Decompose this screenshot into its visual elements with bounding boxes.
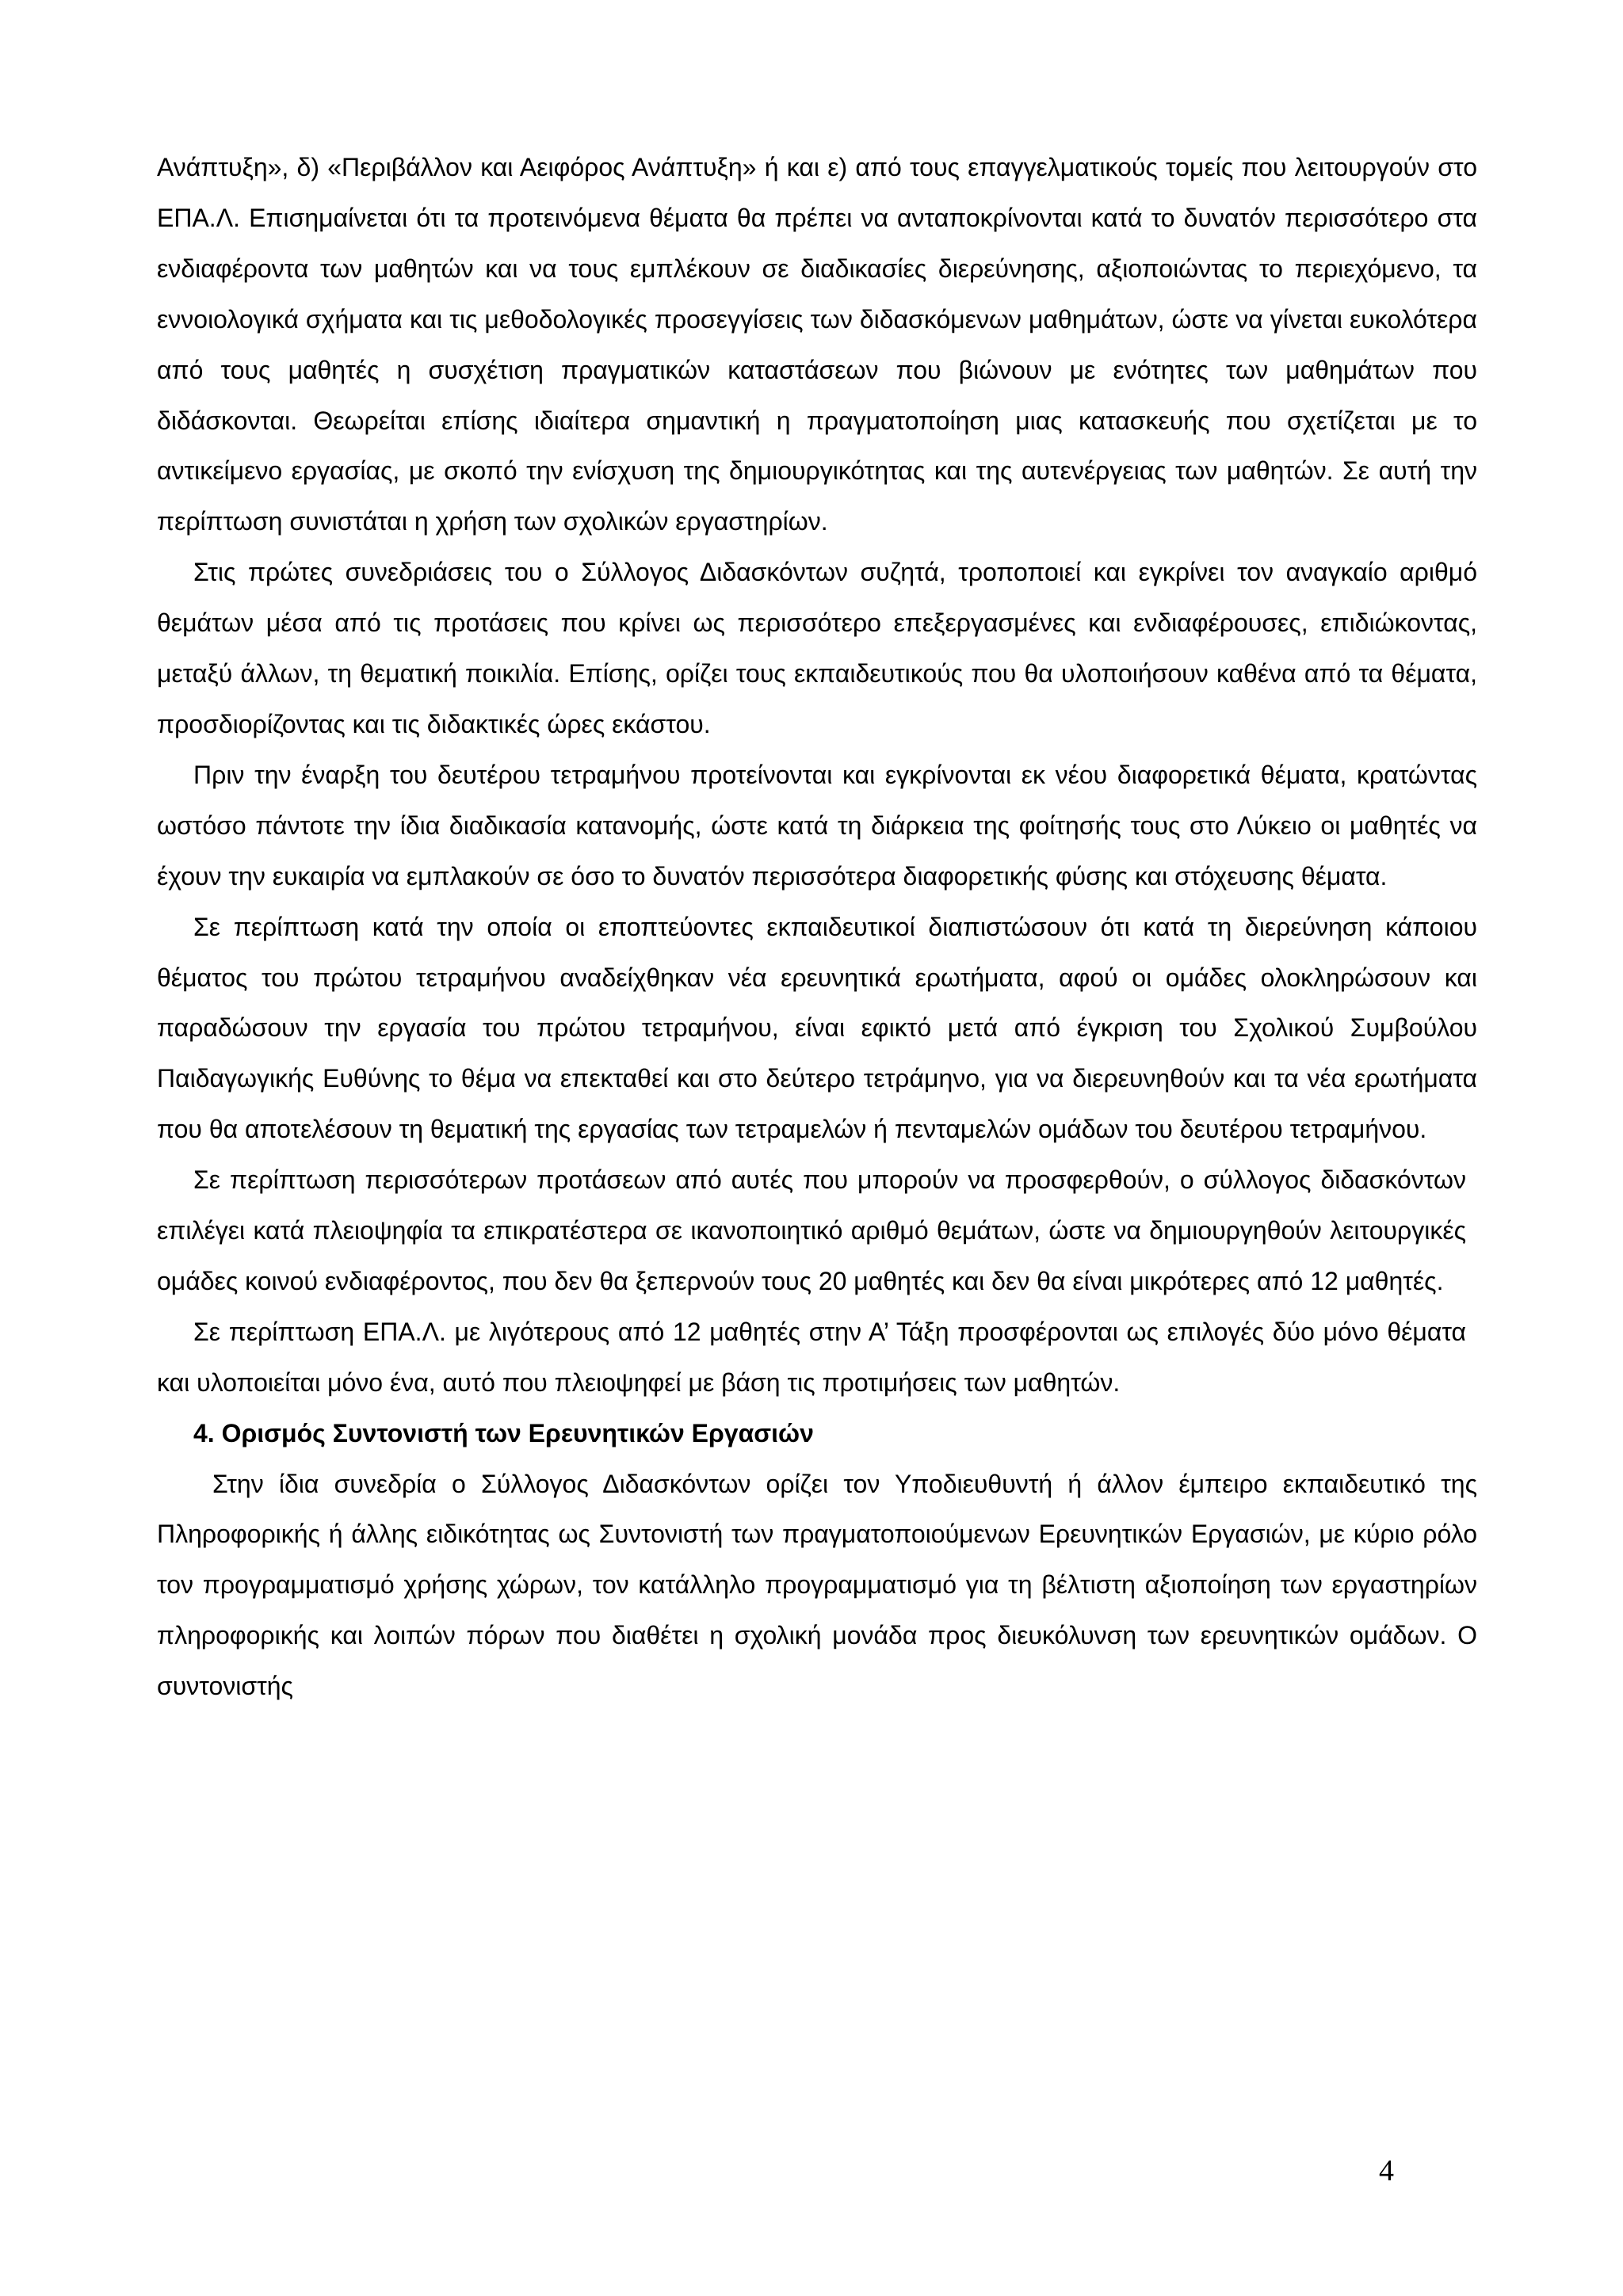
section-heading: 4. Ορισμός Συντονιστή των Ερευνητικών Εργασιών: [193, 1418, 814, 1447]
paragraph-theme-approval: Στις πρώτες συνεδριάσεις του ο Σύλλογος Διδασκόντων συζητά, τροποποιεί και εγκρίνει τον αναγκαίο αριθμό θεμάτων μέσα από τις προτάσεις που κρίνει ως περισσότερο επεξεργασμένες και ενδιαφέρουσες, επιδιώκοντας, μεταξύ άλλων, τη θεματική ποικιλία. Επίσης, ορίζει τους εκπαιδευτικούς που θα υλοποιήσουν καθένα από τα θέματα, προσδιορίζοντας και τις διδακτικές ώρες εκάστου.: [157, 558, 1477, 738]
paragraph-coordinator: Στην ίδια συνεδρία ο Σύλλογος Διδασκόντων ορίζει τον Υποδιευθυντή ή άλλον έμπειρο εκπαιδευτικό της Πληροφορικής ή άλλης ειδικότητας ως Συντονιστή των πραγματοποιούμενων Ερευνητικών Εργασιών, με κύριο ρόλο τον προγραμματισμό χρήσης χώρων, τον κατάλληλο προγραμματισμό για τη βέλτιστη αξιοποίηση των εργαστηρίων πληροφορικής και λοιπών πόρων που διαθέτει η σχολική μονάδα προς διευκόλυνση των ερευνητικών ομάδων. Ο συντονιστής: [157, 1469, 1477, 1701]
paragraph-continuation: Ανάπτυξη», δ) «Περιβάλλον και Αειφόρος Ανάπτυξη» ή και ε) από τους επαγγελματικούς τομείς που λειτουργούν στο ΕΠΑ.Λ. Επισημαίνεται ότι τα προτεινόμενα θέματα θα πρέπει να ανταποκρίνονται κατά το δυνατόν περισσότερο στα ενδιαφέροντα των μαθητών και να τους εμπλέκουν σε διαδικασίες διερεύνησης, αξιοποιώντας το περιεχόμενο, τα εννοιολογικά σχήματα και τις μεθοδολογικές προσεγγίσεις των διδασκόμενων μαθημάτων, ώστε να γίνεται ευκολότερα από τους μαθητές η συσχέτιση πραγματικών καταστάσεων που βιώνουν με ενότητες των μαθημάτων που διδάσκονται. Θεωρείται επίσης ιδιαίτερα σημαντική η πραγματοποίηση μιας κατασκευής που σχετίζεται με το αντικείμενο εργασίας, με σκοπό την ενίσχυση της δημιουργικότητας και της αυτενέργειας των μαθητών. Σε αυτή την περίπτωση συνιστάται η χρήση των σχολικών εργαστηρίων.: [157, 153, 1477, 536]
paragraph-theme-extension: Σε περίπτωση κατά την οποία οι εποπτεύοντες εκπαιδευτικοί διαπιστώσουν ότι κατά τη διερεύνηση κάποιου θέματος του πρώτου τετραμήνου αναδείχθηκαν νέα ερευνητικά ερωτήματα, αφού οι ομάδες ολοκληρώσουν και παραδώσουν την εργασία του πρώτου τετραμήνου, είναι εφικτό μετά από έγκριση του Σχολικού Συμβούλου Παιδαγωγικής Ευθύνης το θέμα να επεκταθεί και στο δεύτερο τετράμηνο, για να διερευνηθούν και τα νέα ερωτήματα που θα αποτελέσουν τη θεματική της εργασίας των τετραμελών ή πενταμελών ομάδων του δευτέρου τετραμήνου.: [157, 912, 1477, 1144]
paragraph-small-schools: Σε περίπτωση ΕΠΑ.Λ. με λιγότερους από 12 μαθητές στην Α’ Τάξη προσφέρονται ως επιλογές δύο μόνο θέματα και υλοποιείται μόνο ένα, αυτό που πλειοψηφεί με βάση τις προτιμήσεις των μαθητών.: [157, 1317, 1466, 1397]
paragraph-group-size: Σε περίπτωση περισσότερων προτάσεων από αυτές που μπορούν να προσφερθούν, ο σύλλογος διδασκόντων επιλέγει κατά πλειοψηφία τα επικρατέστερα σε ικανοποιητικό αριθμό θεμάτων, ώστε να δημιουργηθούν λειτουργικές ομάδες κοινού ενδιαφέροντος, που δεν θα ξεπερνούν τους 20 μαθητές και δεν θα είναι μικρότερες από 12 μαθητές.: [157, 1165, 1466, 1295]
page-number: 4: [1379, 2154, 1394, 2187]
paragraph-second-term: Πριν την έναρξη του δευτέρου τετραμήνου προτείνονται και εγκρίνονται εκ νέου διαφορετικά θέματα, κρατώντας ωστόσο πάντοτε την ίδια διαδικασία κατανομής, ώστε κατά τη διάρκεια της φοίτησής τους στο Λύκειο οι μαθητές να έχουν την ευκαιρία να εμπλακούν σε όσο το δυνατόν περισσότερα διαφορετικής φύσης και στόχευσης θέματα.: [157, 760, 1477, 891]
document-body: [157, 143, 1477, 1712]
